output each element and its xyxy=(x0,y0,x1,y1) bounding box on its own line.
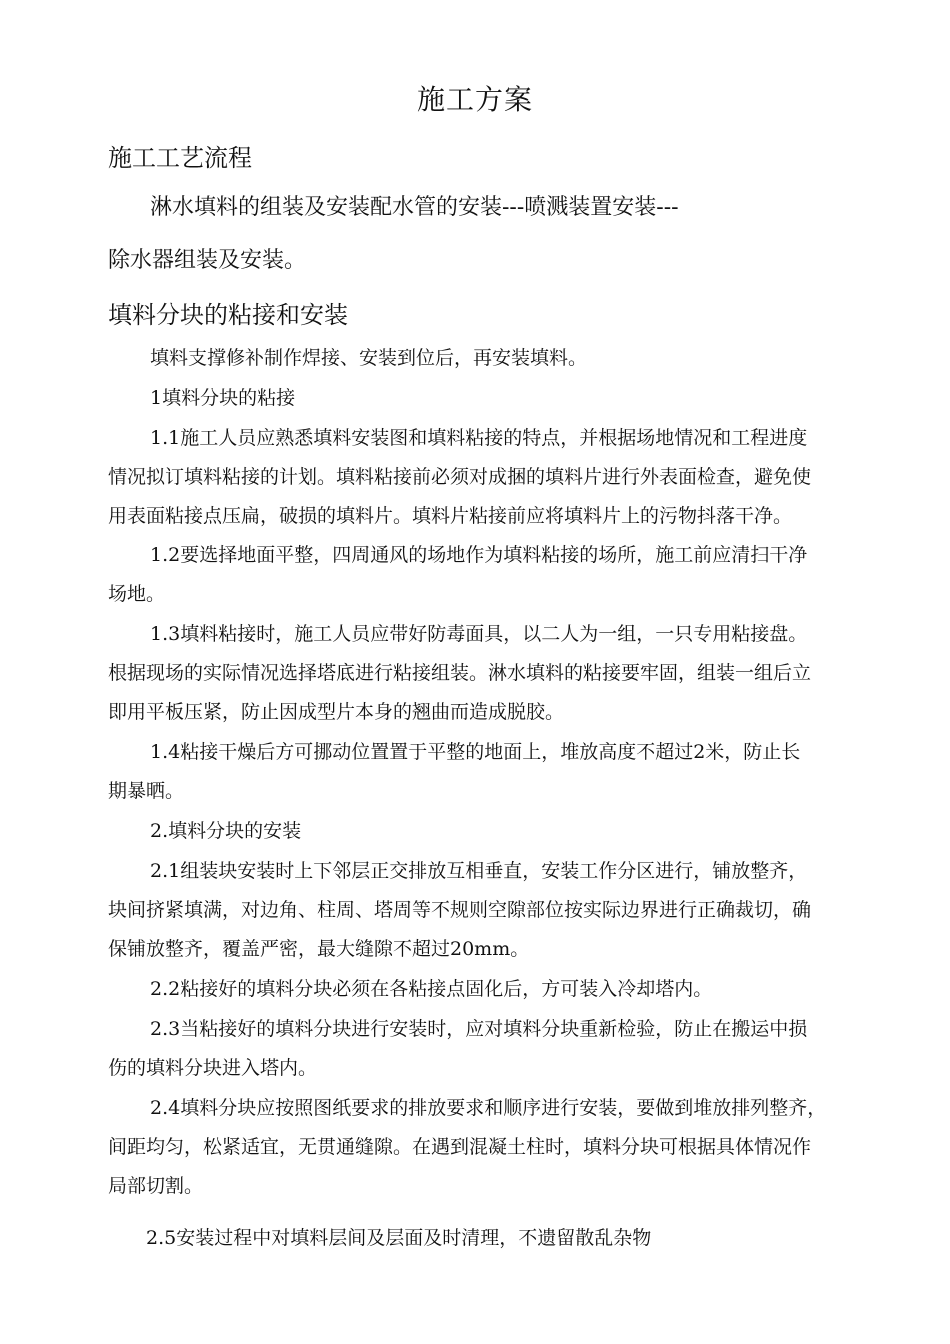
paragraph-1-1-line: 1.1施工人员应熟悉填料安装图和填料粘接的特点，并根据场地情况和工程进度 xyxy=(150,427,808,449)
paragraph-2-2-line: 2.2粘接好的填料分块必须在各粘接点固化后，方可装入冷却塔内。 xyxy=(150,978,713,1000)
page-title: 施工方案 xyxy=(416,83,533,116)
paragraph-1-2-line: 1.2要选择地面平整，四周通风的场地作为填料粘接的场所，施工前应清扫干净 xyxy=(150,544,808,566)
subsection-heading-installation: 2.填料分块的安装 xyxy=(150,820,302,842)
process-flow-line-2: 除水器组装及安装。 xyxy=(108,248,307,273)
paragraph-1-4-line: 期暴晒。 xyxy=(108,780,185,802)
paragraph-2-1-line: 2.1组装块安装时上下邻层正交排放互相垂直，安装工作分区进行，铺放整齐， xyxy=(150,860,808,882)
paragraph-2-3-line: 2.3当粘接好的填料分块进行安装时，应对填料分块重新检验，防止在搬运中损 xyxy=(150,1018,808,1040)
intro-paragraph: 填料支撑修补制作焊接、安装到位后，再安装填料。 xyxy=(150,347,588,369)
paragraph-2-5-line: 2.5安装过程中对填料层间及层面及时清理，不遗留散乱杂物 xyxy=(146,1227,652,1249)
subsection-heading-bonding: 1填料分块的粘接 xyxy=(150,387,296,409)
paragraph-2-3-line: 伤的填料分块进入塔内。 xyxy=(108,1057,318,1079)
paragraph-2-4-line: 2.4填料分块应按照图纸要求的排放要求和顺序进行安装，要做到堆放排列整齐， xyxy=(150,1097,827,1119)
paragraph-2-4-line: 间距均匀，松紧适宜，无贯通缝隙。在遇到混凝土柱时，填料分块可根据具体情况作 xyxy=(108,1136,812,1158)
paragraph-1-4-line: 1.4粘接干燥后方可挪动位置置于平整的地面上，堆放高度不超过2米，防止长 xyxy=(150,741,801,763)
section-heading-process: 施工工艺流程 xyxy=(108,144,252,172)
paragraph-1-3-line: 1.3填料粘接时，施工人员应带好防毒面具，以二人为一组，一只专用粘接盘。 xyxy=(150,623,808,645)
paragraph-2-1-line: 块间挤紧填满，对边角、柱周、塔周等不规则空隙部位按实际边界进行正确裁切，确 xyxy=(108,899,812,921)
paragraph-1-2-line: 场地。 xyxy=(108,583,166,605)
section-heading-fill-block: 填料分块的粘接和安装 xyxy=(108,301,348,329)
paragraph-2-4-line: 局部切割。 xyxy=(108,1175,204,1197)
process-flow-line-1: 淋水填料的组装及安装配水管的安装---喷溅装置安装--- xyxy=(150,195,679,220)
paragraph-1-1-line: 用表面粘接点压扁，破损的填料片。填料片粘接前应将填料片上的污物抖落干净。 xyxy=(108,505,793,527)
paragraph-1-3-line: 即用平板压紧，防止因成型片本身的翘曲而造成脱胶。 xyxy=(108,701,565,723)
paragraph-1-3-line: 根据现场的实际情况选择塔底进行粘接组装。淋水填料的粘接要牢固，组装一组后立 xyxy=(108,662,812,684)
paragraph-2-1-line: 保铺放整齐，覆盖严密，最大缝隙不超过20mm。 xyxy=(108,938,530,960)
paragraph-1-1-line: 情况拟订填料粘接的计划。填料粘接前必须对成捆的填料片进行外表面检查，避免使 xyxy=(108,466,812,488)
